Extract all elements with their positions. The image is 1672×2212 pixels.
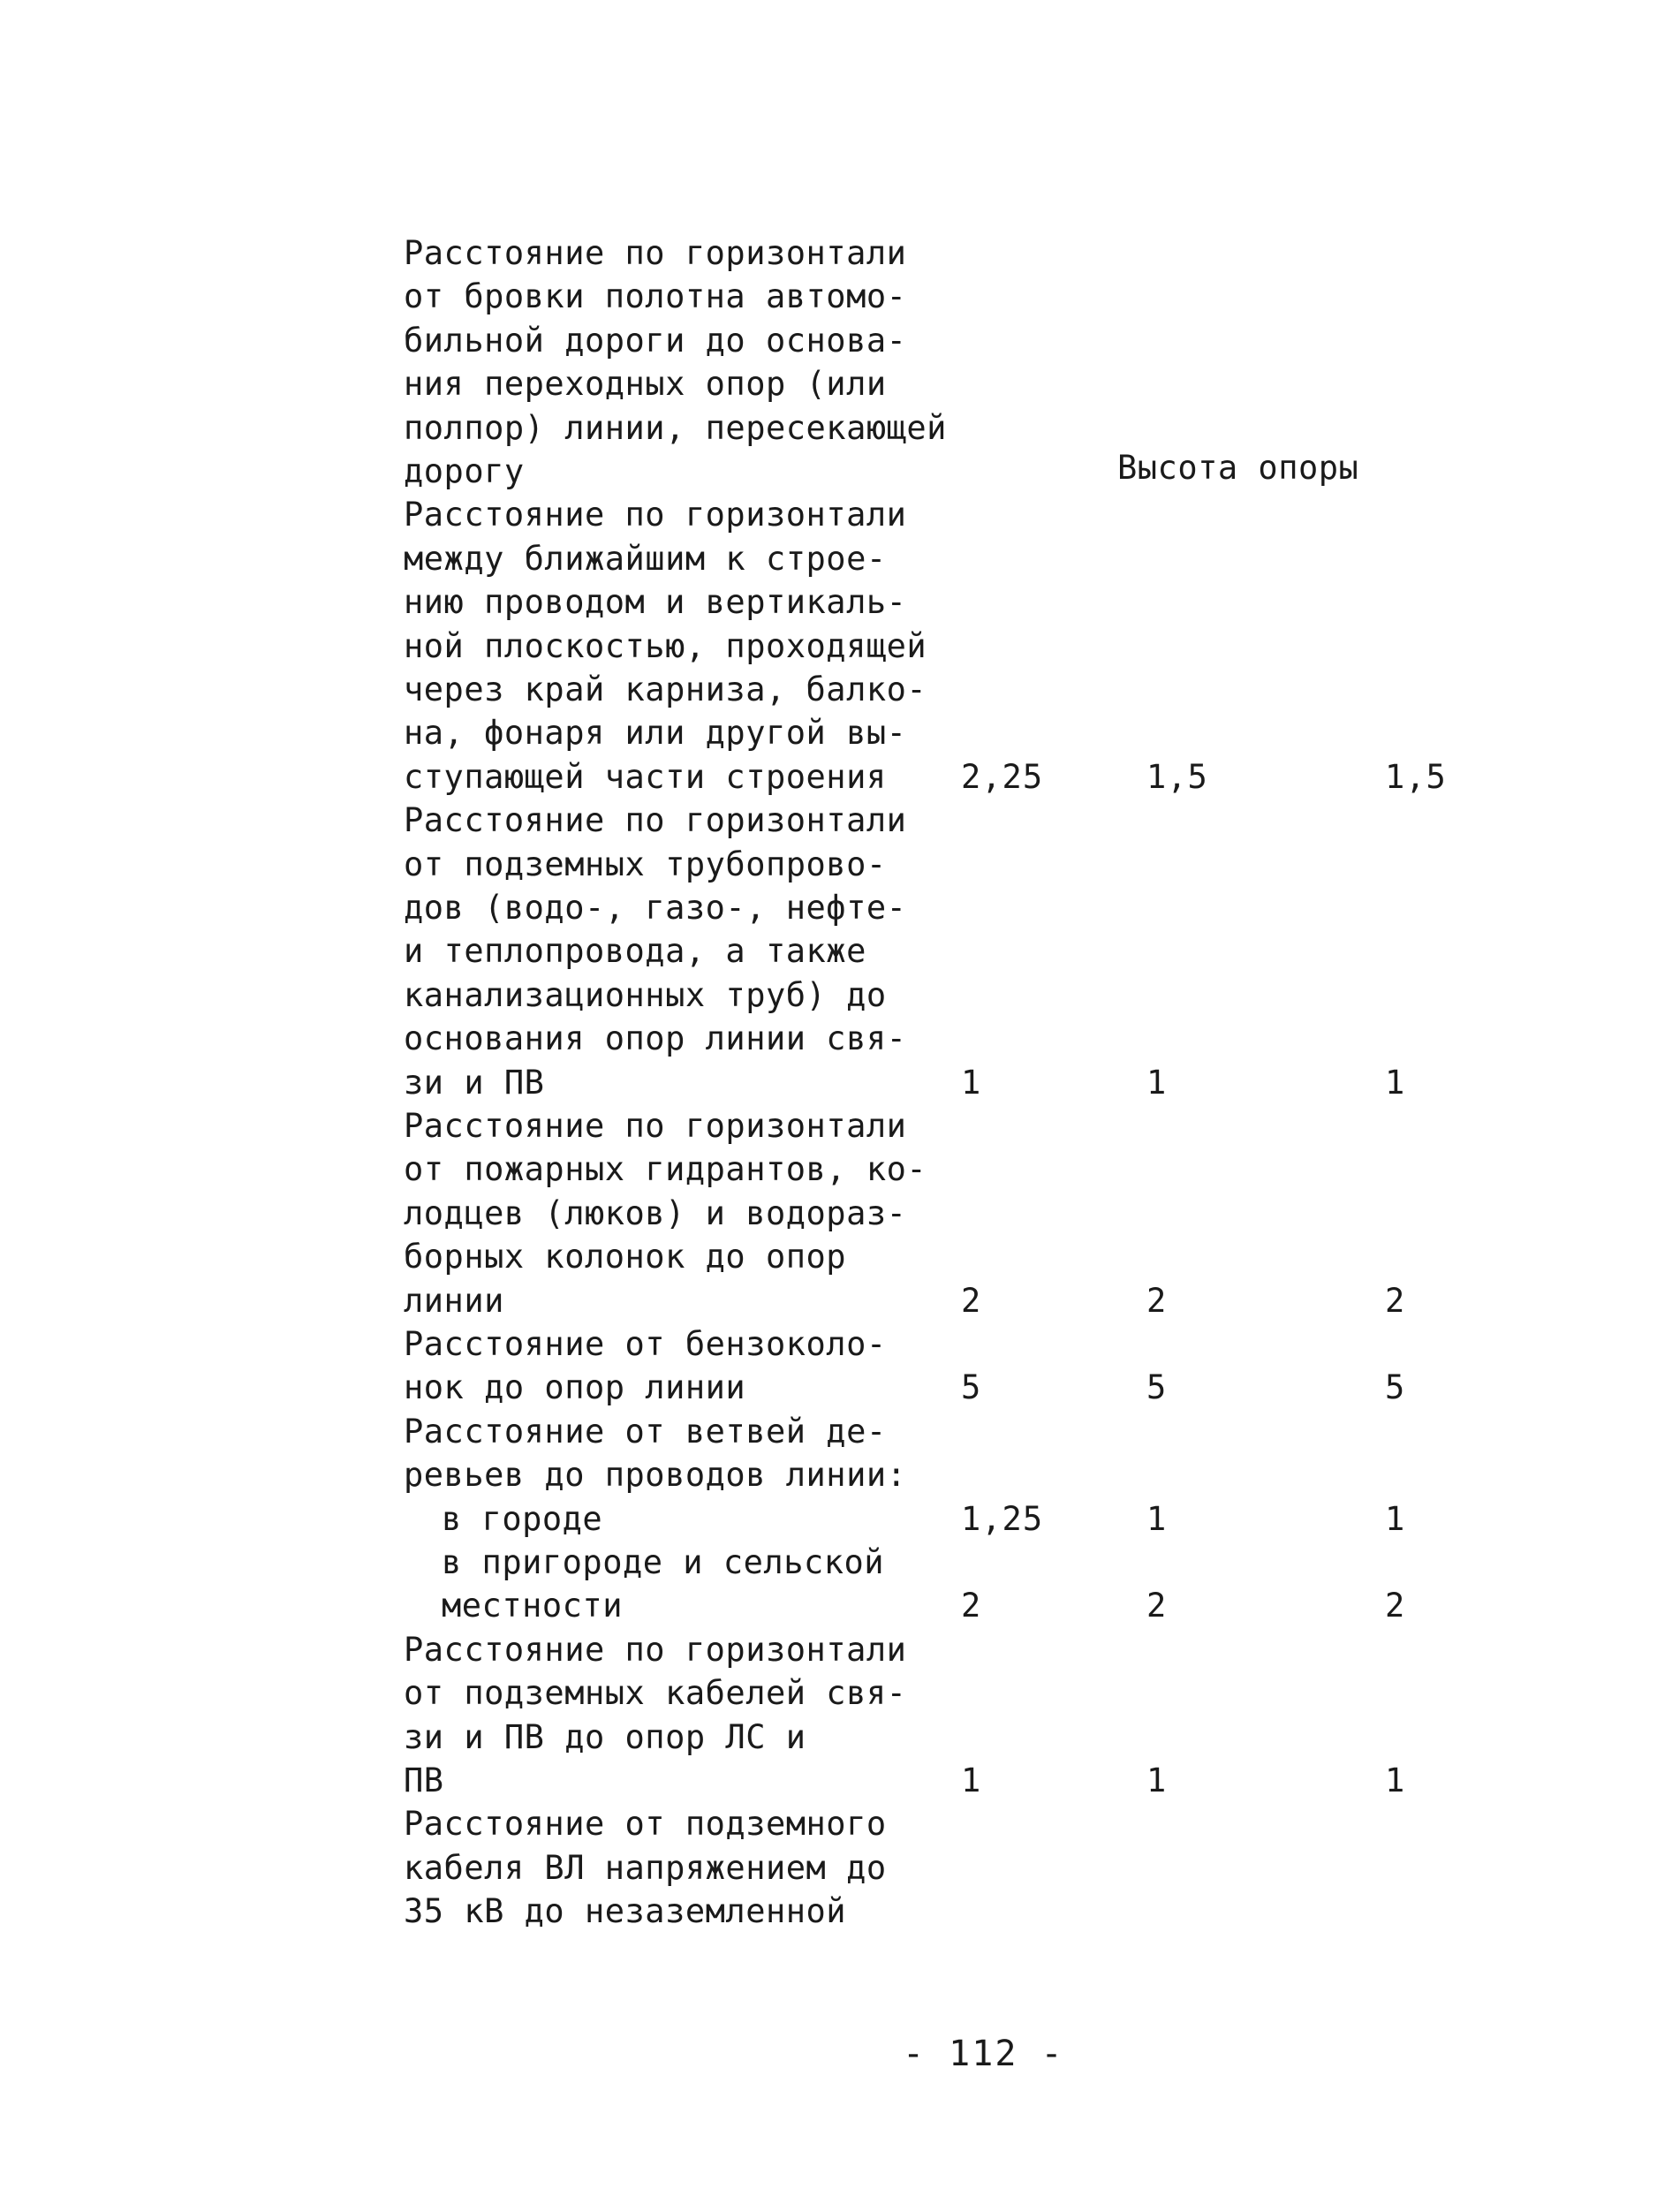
row-value-col-1: 2,25 xyxy=(961,758,1044,796)
row-description: ревьев до проводов линии: xyxy=(404,1456,907,1494)
table-row xyxy=(0,1410,1672,1454)
row-value-col-2: 5 xyxy=(1146,1368,1168,1406)
table-row xyxy=(0,1322,1672,1367)
row-value-col-3: 5 xyxy=(1385,1368,1406,1406)
row-value-col-2: 1 xyxy=(1146,1064,1168,1102)
table-row xyxy=(0,1017,1672,1061)
row-description: линии xyxy=(404,1282,504,1320)
row-description: дорогу xyxy=(404,452,525,490)
table-row xyxy=(0,493,1672,537)
row-description: дов (водо-, газо-, нефте- xyxy=(404,889,907,927)
row-value-col-3: 1 xyxy=(1385,1064,1406,1102)
row-description: Расстояние по горизонтали xyxy=(404,496,907,534)
row-description: Расстояние от бензоколо- xyxy=(404,1325,887,1363)
row-description: зи и ПВ до опор ЛС и xyxy=(404,1718,806,1756)
table-row xyxy=(0,1148,1672,1192)
row-description: ния переходных опор (или xyxy=(404,365,887,403)
row-description: через край карниза, балко- xyxy=(404,670,927,708)
table-row xyxy=(0,406,1672,451)
row-description: борных колонок до опор xyxy=(404,1238,847,1276)
table-row xyxy=(0,1497,1672,1542)
row-description: и теплопровода, а также xyxy=(404,932,866,970)
table-row xyxy=(0,1061,1672,1105)
row-value-col-1: 1 xyxy=(961,1064,982,1102)
table-row xyxy=(0,668,1672,712)
row-description: лодцев (люков) и водораз- xyxy=(404,1194,907,1232)
table-row xyxy=(0,1802,1672,1846)
row-value-col-1: 2 xyxy=(961,1587,982,1625)
row-description: кабеля ВЛ напряжением до xyxy=(404,1849,887,1887)
row-description: ной плоскостью, проходящей xyxy=(404,627,927,665)
row-description: бильной дороги до основа- xyxy=(404,322,907,360)
row-description: полпор) линии, пересекающей xyxy=(404,409,947,447)
table-row xyxy=(0,1759,1672,1803)
row-value-col-2: 2 xyxy=(1146,1282,1168,1320)
row-description: Расстояние по горизонтали xyxy=(404,234,907,272)
table-row xyxy=(0,1192,1672,1236)
row-value-col-3: 2 xyxy=(1385,1587,1406,1625)
row-description: основания опор линии свя- xyxy=(404,1019,907,1057)
row-description: от бровки полотна автомо- xyxy=(404,277,907,315)
table-row xyxy=(0,625,1672,669)
row-description: ПВ xyxy=(404,1761,444,1799)
row-description: в пригороде и сельской xyxy=(442,1543,885,1581)
row-description: на, фонаря или другой вы- xyxy=(404,714,907,752)
table-row xyxy=(0,843,1672,887)
table-row xyxy=(0,1846,1672,1890)
row-value-col-3: 1 xyxy=(1385,1500,1406,1538)
table-row xyxy=(0,537,1672,581)
row-description: в городе xyxy=(442,1500,603,1538)
table-row xyxy=(0,580,1672,625)
row-description: от подземных трубопрово- xyxy=(404,845,887,883)
row-description: Расстояние по горизонтали xyxy=(404,801,907,839)
table-row xyxy=(0,929,1672,973)
row-description: нию проводом и вертикаль- xyxy=(404,583,907,621)
row-description: 35 кВ до незаземленной xyxy=(404,1892,847,1930)
table-row xyxy=(0,973,1672,1018)
table-row xyxy=(0,711,1672,755)
table-row xyxy=(0,1584,1672,1628)
row-description: Расстояние от ветвей де- xyxy=(404,1413,887,1451)
row-value-col-1: 1,25 xyxy=(961,1500,1044,1538)
row-value-col-3: 2 xyxy=(1385,1282,1406,1320)
column-header: Высота опоры xyxy=(1117,449,1359,487)
table-row xyxy=(0,1279,1672,1323)
row-description: зи и ПВ xyxy=(404,1064,545,1102)
row-description: канализационных труб) до xyxy=(404,976,887,1014)
row-description: от подземных кабелей свя- xyxy=(404,1674,907,1712)
row-value-col-1: 2 xyxy=(961,1282,982,1320)
row-value-col-1: 1 xyxy=(961,1761,982,1799)
row-value-col-2: 2 xyxy=(1146,1587,1168,1625)
table-row xyxy=(0,1671,1672,1716)
row-value-col-3: 1,5 xyxy=(1385,758,1447,796)
row-value-col-2: 1,5 xyxy=(1146,758,1208,796)
row-value-col-2: 1 xyxy=(1146,1500,1168,1538)
row-description: между ближайшим к строе- xyxy=(404,540,887,578)
table-row xyxy=(0,275,1672,319)
page-number: - 112 - xyxy=(903,2034,1064,2074)
table-row xyxy=(0,886,1672,930)
table-row xyxy=(0,1453,1672,1497)
table-row xyxy=(0,231,1672,276)
row-value-col-1: 5 xyxy=(961,1368,982,1406)
row-description: Расстояние по горизонтали xyxy=(404,1107,907,1145)
table-row xyxy=(0,1235,1672,1279)
row-value-col-3: 1 xyxy=(1385,1761,1406,1799)
table-row xyxy=(0,799,1672,843)
table-row xyxy=(0,1628,1672,1672)
row-description: Расстояние от подземного xyxy=(404,1805,887,1843)
table-row xyxy=(0,755,1672,799)
row-description: местности xyxy=(442,1587,623,1625)
row-value-col-2: 1 xyxy=(1146,1761,1168,1799)
row-description: нок до опор линии xyxy=(404,1368,746,1406)
table-row xyxy=(0,319,1672,363)
table-row xyxy=(0,1890,1672,1934)
table-row xyxy=(0,1104,1672,1148)
row-description: от пожарных гидрантов, ко- xyxy=(404,1150,927,1188)
row-description: ступающей части строения xyxy=(404,758,887,796)
table-row xyxy=(0,450,1672,494)
table-row xyxy=(0,1366,1672,1410)
table-row xyxy=(0,1716,1672,1760)
table-row xyxy=(0,1541,1672,1585)
row-description: Расстояние по горизонтали xyxy=(404,1631,907,1669)
table-row xyxy=(0,362,1672,406)
